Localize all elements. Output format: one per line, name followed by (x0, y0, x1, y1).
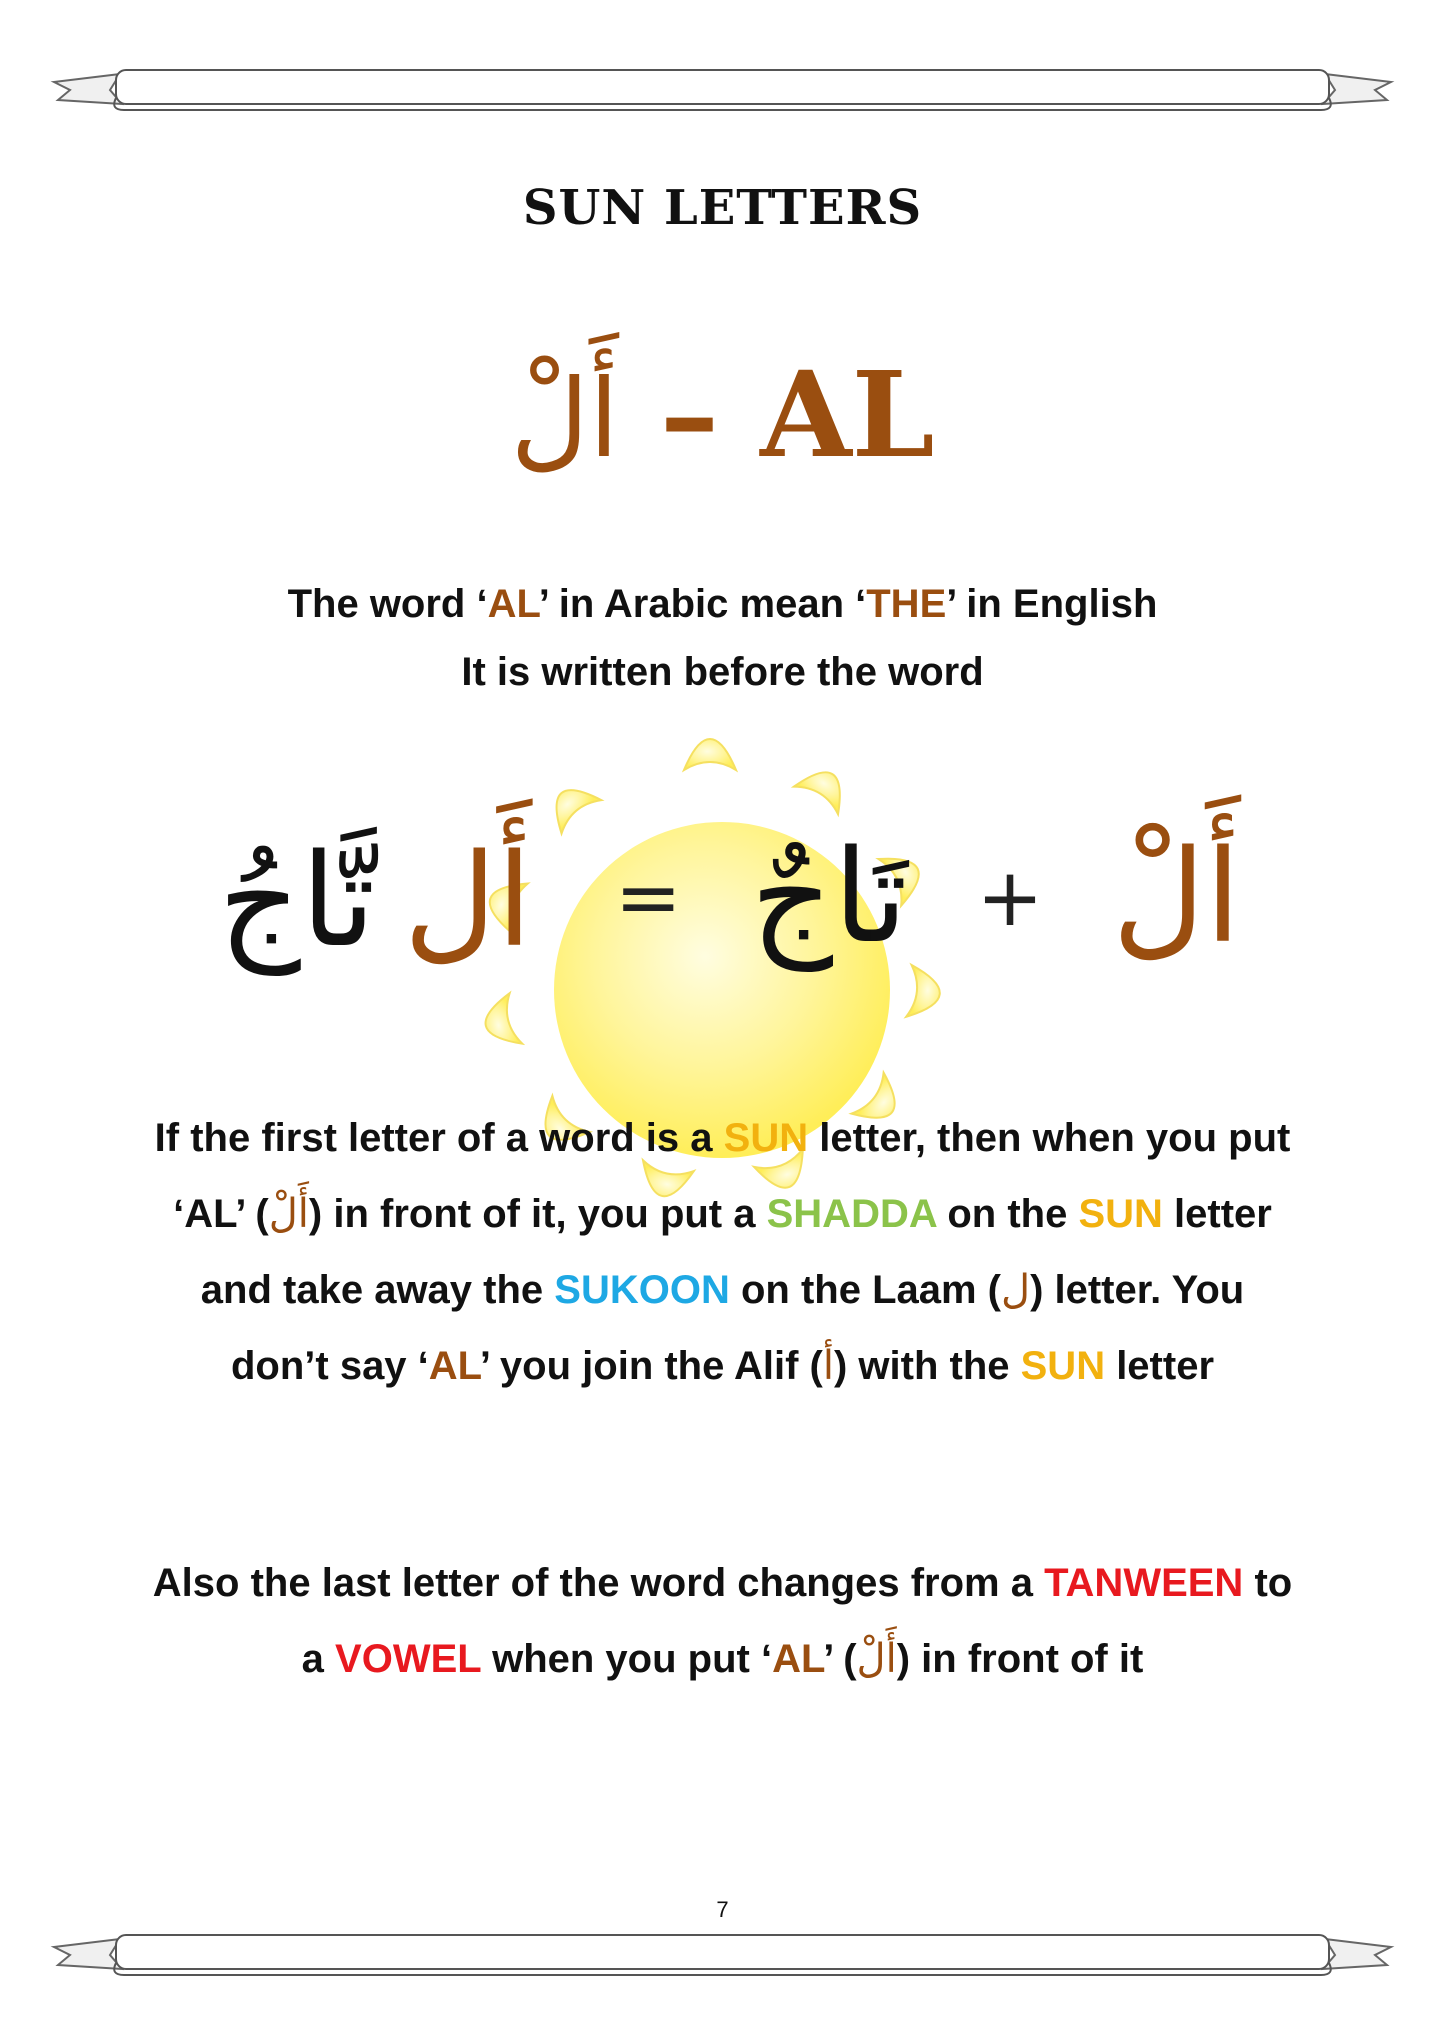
page-title: SUN LETTERS (522, 180, 923, 236)
plus-sign: + (976, 850, 1044, 944)
scroll-banner-bottom (50, 1925, 1395, 1985)
intro-text: ’ in Arabic mean ‘ (538, 582, 867, 626)
rule-text: ) in front of it, you put a (308, 1192, 767, 1236)
equation-al: أَلْ (1112, 822, 1241, 972)
equation-result (190, 794, 560, 1002)
intro-text: ’ in English (946, 582, 1158, 626)
result-al-part: أَل (403, 826, 533, 976)
al-highlight: AL (772, 1637, 824, 1681)
al-arabic-inline: أَلْ (268, 1191, 309, 1237)
tanween-text: ’ ( (823, 1637, 857, 1681)
sun-letter-rule-paragraph (150, 1100, 1295, 1404)
rule-text: letter (1105, 1344, 1215, 1388)
tanween-highlight: TANWEEN (1044, 1561, 1244, 1605)
arabic-equation (0, 790, 1445, 990)
shadda-highlight: SHADDA (766, 1192, 937, 1236)
tanween-text: to a (301, 1561, 1293, 1681)
tanween-text: ) in front of it (896, 1637, 1144, 1681)
sun-highlight: SUN (1078, 1192, 1163, 1236)
sukoon-highlight: SUKOON (554, 1268, 730, 1312)
equation-word: تَاجٌ (750, 822, 908, 972)
rule-text: letter and take away the (200, 1192, 1272, 1312)
result-word-part: تَّاجُ (218, 826, 376, 976)
scroll-banner-top (50, 60, 1395, 120)
tanween-text: when you put ‘ (480, 1637, 773, 1681)
rule-text: letter, then when you put ‘AL’ ( (173, 1116, 1291, 1236)
al-highlight: AL (428, 1344, 480, 1388)
tanween-text: Also the last letter of the word changes from a (152, 1561, 1045, 1605)
rule-text: on the (936, 1192, 1079, 1236)
rule-text: If the first letter of a word is a (154, 1116, 724, 1160)
al-latin-heading: AL (760, 345, 935, 484)
heading-dash: – (659, 345, 719, 484)
sun-highlight: SUN (1020, 1344, 1106, 1388)
al-highlight: AL (487, 582, 539, 626)
al-heading (0, 345, 1445, 490)
al-arabic-inline: أَلْ (856, 1636, 897, 1682)
intro-paragraph (150, 570, 1295, 706)
intro-text-line2: It is written before the word (461, 650, 984, 694)
equals-sign: = (614, 850, 682, 944)
laam-arabic-inline: ل (1001, 1267, 1031, 1313)
alif-arabic-inline: أ (822, 1343, 834, 1389)
rule-text: on the Laam ( (729, 1268, 1001, 1312)
rule-text: ’ you join the Alif ( (479, 1344, 823, 1388)
al-arabic-heading: أَلْ (510, 357, 619, 482)
rule-text: ) letter. You don’t say ‘ (230, 1268, 1245, 1388)
tanween-rule-paragraph (150, 1545, 1295, 1697)
the-highlight: THE (866, 582, 947, 626)
page-number: 7 (716, 1897, 729, 1922)
vowel-highlight: VOWEL (335, 1637, 481, 1681)
intro-text: The word ‘ (287, 582, 488, 626)
rule-text: ) with the (833, 1344, 1021, 1388)
sun-highlight: SUN (723, 1116, 809, 1160)
